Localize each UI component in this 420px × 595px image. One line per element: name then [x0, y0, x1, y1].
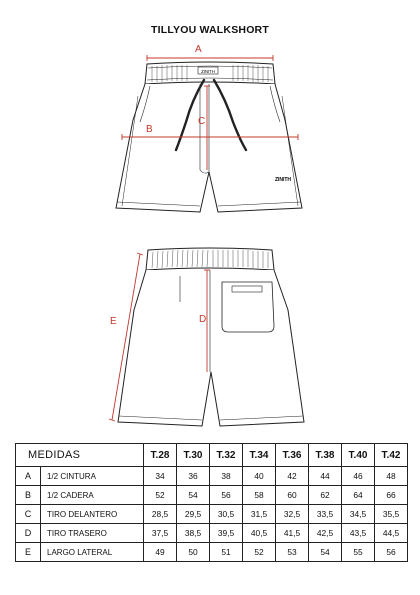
size-header: T.28 — [144, 444, 177, 467]
table-cell: 30,5 — [210, 505, 243, 524]
size-header: T.36 — [276, 444, 309, 467]
label-c: C — [198, 116, 206, 127]
size-chart-table — [15, 443, 408, 562]
label-d: D — [199, 314, 207, 325]
label-b: B — [146, 124, 153, 135]
page-title: TILLYOU WALKSHORT — [151, 24, 269, 36]
table-cell: 54 — [177, 486, 210, 505]
table-cell: 56 — [210, 486, 243, 505]
table-cell: 41,5 — [276, 524, 309, 543]
row-letter: E — [16, 543, 41, 562]
row-letter: C — [16, 505, 41, 524]
table-row — [16, 505, 408, 524]
label-a: A — [195, 44, 202, 55]
table-cell: 40 — [243, 467, 276, 486]
table-cell: 29,5 — [177, 505, 210, 524]
waist-tag-text: ZINITH — [201, 69, 215, 74]
size-header: T.30 — [177, 444, 210, 467]
table-cell: 35,5 — [375, 505, 408, 524]
table-header-row — [16, 444, 408, 467]
table-cell: 53 — [276, 543, 309, 562]
table-cell: 62 — [309, 486, 342, 505]
table-cell: 28,5 — [144, 505, 177, 524]
table-cell: 37,5 — [144, 524, 177, 543]
row-measure-name: LARGO LATERAL — [41, 543, 144, 562]
table-header-label: MEDIDAS — [16, 444, 144, 467]
leg-brand-text: ZINITH — [274, 177, 292, 183]
table-cell: 50 — [177, 543, 210, 562]
table-cell: 49 — [144, 543, 177, 562]
table-cell: 32,5 — [276, 505, 309, 524]
row-measure-name: TIRO TRASERO — [41, 524, 144, 543]
row-measure-name: TIRO DELANTERO — [41, 505, 144, 524]
table-cell: 51 — [210, 543, 243, 562]
table-cell: 33,5 — [309, 505, 342, 524]
table-cell: 40,5 — [243, 524, 276, 543]
table-cell: 44 — [309, 467, 342, 486]
table-cell: 56 — [375, 543, 408, 562]
table-cell: 34,5 — [342, 505, 375, 524]
back-shorts-outline — [118, 248, 304, 426]
table-cell: 64 — [342, 486, 375, 505]
table-cell: 43,5 — [342, 524, 375, 543]
table-cell: 52 — [144, 486, 177, 505]
table-cell: 48 — [375, 467, 408, 486]
table-row — [16, 486, 408, 505]
row-letter: D — [16, 524, 41, 543]
table-cell: 58 — [243, 486, 276, 505]
table-cell: 42,5 — [309, 524, 342, 543]
size-header: T.38 — [309, 444, 342, 467]
table-row — [16, 467, 408, 486]
row-measure-name: 1/2 CINTURA — [41, 467, 144, 486]
table-cell: 60 — [276, 486, 309, 505]
row-letter: A — [16, 467, 41, 486]
row-measure-name: 1/2 CADERA — [41, 486, 144, 505]
table-cell: 46 — [342, 467, 375, 486]
table-cell: 52 — [243, 543, 276, 562]
table-cell: 54 — [309, 543, 342, 562]
table-cell: 55 — [342, 543, 375, 562]
size-header: T.34 — [243, 444, 276, 467]
table-cell: 38,5 — [177, 524, 210, 543]
size-header: T.40 — [342, 444, 375, 467]
table-cell: 31,5 — [243, 505, 276, 524]
table-cell: 38 — [210, 467, 243, 486]
table-cell: 39,5 — [210, 524, 243, 543]
size-header: T.42 — [375, 444, 408, 467]
table-row — [16, 524, 408, 543]
table-row — [16, 543, 408, 562]
row-letter: B — [16, 486, 41, 505]
label-e: E — [110, 316, 117, 327]
table-cell: 34 — [144, 467, 177, 486]
table-cell: 66 — [375, 486, 408, 505]
table-cell: 44,5 — [375, 524, 408, 543]
table-cell: 42 — [276, 467, 309, 486]
table-cell: 36 — [177, 467, 210, 486]
size-header: T.32 — [210, 444, 243, 467]
